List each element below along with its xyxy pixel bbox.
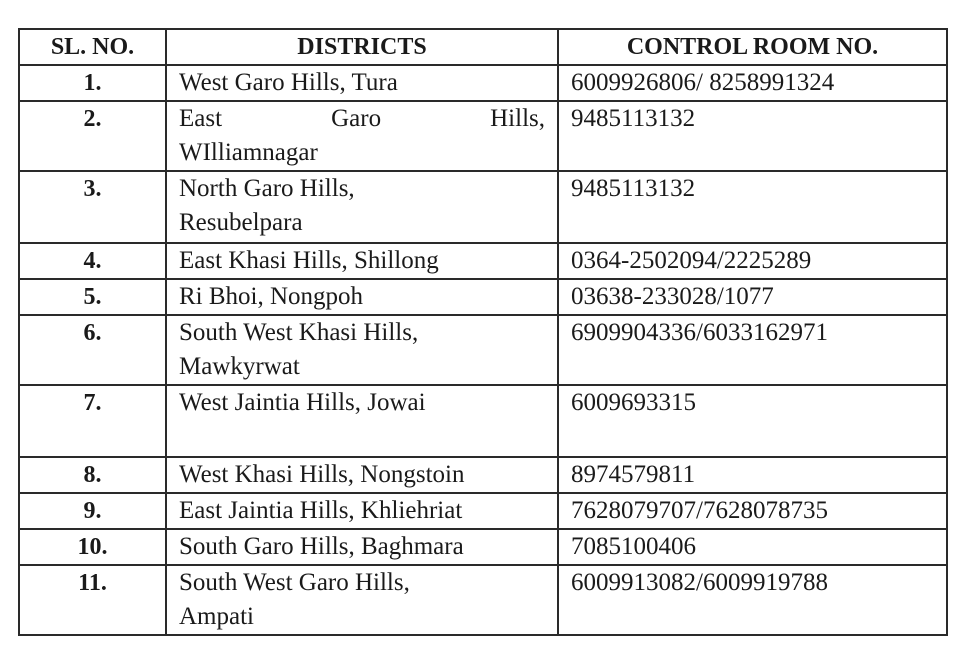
table-row [19, 529, 947, 565]
sl-no-cell: 7. [19, 385, 166, 457]
district-name: East Khasi Hills, Shillong [179, 247, 439, 274]
table-row [19, 65, 947, 101]
district-name: South Garo Hills, Baghmara [179, 533, 464, 560]
sl-no-cell: 6. [19, 315, 166, 385]
sl-no-cell: 8. [19, 457, 166, 493]
table-row [19, 315, 947, 385]
header-districts: DISTRICTS [166, 29, 558, 65]
district-town: Resubelpara [179, 209, 303, 236]
district-name: West Khasi Hills, Nongstoin [179, 461, 465, 488]
phone-cell: 8974579811 [558, 457, 947, 493]
district-cell [166, 529, 558, 565]
district-name: East Jaintia Hills, Khliehriat [179, 497, 463, 524]
table-row [19, 565, 947, 635]
district-cell [166, 565, 558, 635]
district-name: South West Garo Hills, [179, 569, 410, 596]
district-town: WIlliamnagar [179, 139, 318, 166]
sl-no-cell: 9. [19, 493, 166, 529]
phone-cell: 6009926806/ 8258991324 [558, 65, 947, 101]
phone-cell: 7628079707/7628078735 [558, 493, 947, 529]
district-name: Ri Bhoi, Nongpoh [179, 283, 364, 310]
table-row [19, 101, 947, 171]
sl-no-cell: 3. [19, 171, 166, 243]
district-town: Ampati [179, 603, 254, 630]
phone-cell: 7085100406 [558, 529, 947, 565]
control-room-table [18, 28, 948, 636]
district-cell [166, 243, 558, 279]
district-cell [166, 279, 558, 315]
district-cell [166, 457, 558, 493]
district-cell [166, 385, 558, 457]
district-cell [166, 315, 558, 385]
phone-cell: 9485113132 [558, 101, 947, 171]
sl-no-cell: 4. [19, 243, 166, 279]
sl-no-cell: 10. [19, 529, 166, 565]
district-name: South West Khasi Hills, [179, 319, 419, 346]
phone-cell: 6909904336/6033162971 [558, 315, 947, 385]
phone-cell: 9485113132 [558, 171, 947, 243]
district-cell [166, 65, 558, 101]
sl-no-cell: 5. [19, 279, 166, 315]
sl-no-cell: 2. [19, 101, 166, 171]
district-name: North Garo Hills, [179, 175, 355, 202]
phone-cell: 03638-233028/1077 [558, 279, 947, 315]
district-cell [166, 101, 558, 171]
table-row [19, 279, 947, 315]
district-cell [166, 493, 558, 529]
table-row [19, 457, 947, 493]
table-row [19, 243, 947, 279]
header-row [19, 29, 947, 65]
district-name: West Jaintia Hills, Jowai [179, 389, 426, 416]
phone-cell: 6009913082/6009919788 [558, 565, 947, 635]
phone-cell: 0364-2502094/2225289 [558, 243, 947, 279]
header-control-room-no: CONTROL ROOM NO. [558, 29, 947, 65]
sl-no-cell: 11. [19, 565, 166, 635]
district-name: West Garo Hills, Tura [179, 69, 398, 96]
district-town: Mawkyrwat [179, 353, 300, 380]
table-row [19, 493, 947, 529]
table-row [19, 171, 947, 243]
header-sl-no: SL. NO. [19, 29, 166, 65]
district-name: East Garo Hills, [179, 105, 545, 132]
phone-cell: 6009693315 [558, 385, 947, 457]
district-cell [166, 171, 558, 243]
table-row [19, 385, 947, 457]
sl-no-cell: 1. [19, 65, 166, 101]
